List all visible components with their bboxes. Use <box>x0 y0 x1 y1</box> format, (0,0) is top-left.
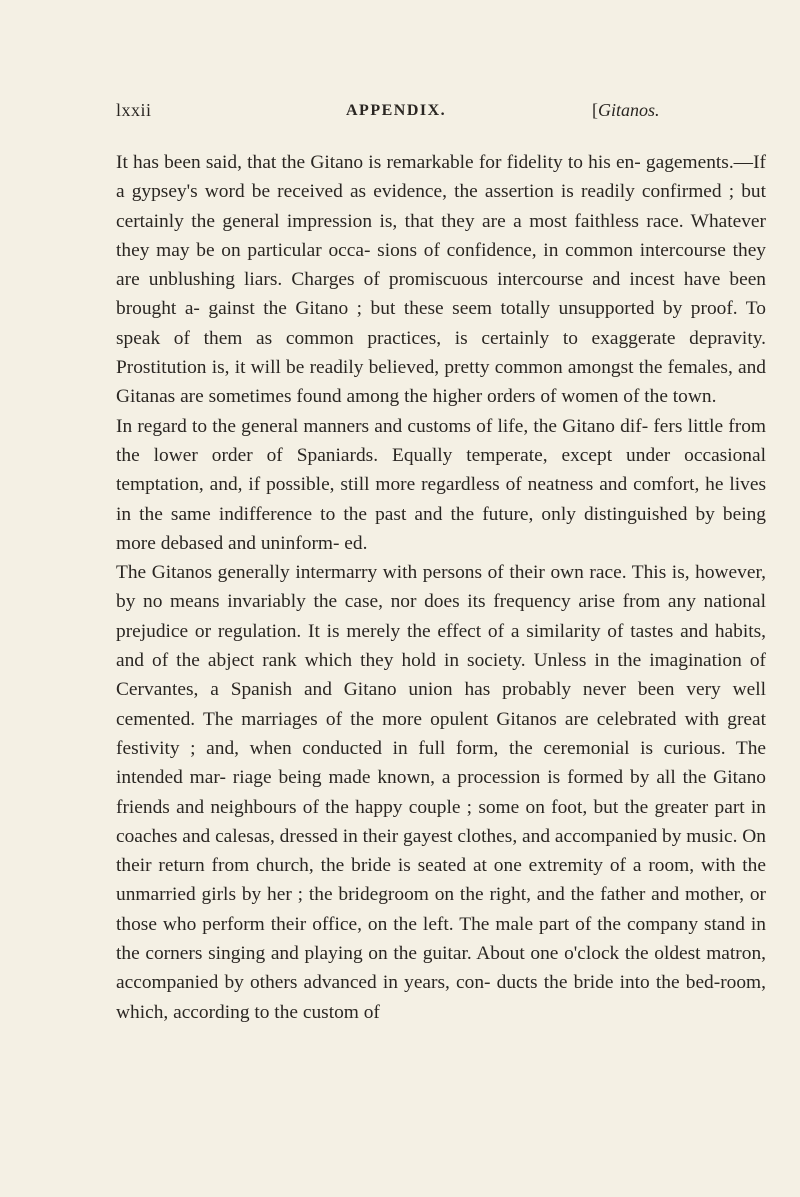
paragraph-fidelity: It has been said, that the Gitano is remarkable for fidelity to his en- gagements.—If a gypsey's word be received as evidence, the assertion is readily confirmed ; but certainly the general impression is, that they are a most faithless race. Whatever they may be on particular occa- sions of confidence, in common intercourse they are unblushing liars. Charges of promiscuous intercourse and incest have been brought a- gainst the Gitano ; but these seem totally unsupported by proof. To speak of them as common practices, is certainly to exaggerate depravity. Prostitution is, it will be readily believed, pretty common amongst the females, and Gitanas are sometimes found among the higher orders of women of the town. <box>116 152 766 408</box>
running-head <box>116 100 766 130</box>
section-title: APPENDIX. <box>346 102 447 119</box>
chapter-reference <box>592 100 660 121</box>
chapter-bracket: [ <box>592 100 598 120</box>
chapter-title: Gitanos. <box>598 100 660 120</box>
paragraph-manners: In regard to the general manners and customs of life, the Gitano dif- fers little from the lower order of Spaniards. Equally temperate, except under occasional temptation, and, if possible, still more regardless of neatness and comfort, he lives in the same indifference to the past and the future, only distinguished by being more debased and uninform- ed. <box>116 415 766 554</box>
body-text <box>116 148 766 1027</box>
paragraph-marriage: The Gitanos generally intermarry with persons of their own race. This is, however, by no means invariably the case, nor does its frequency arise from any national prejudice or regulation. It is merely the effect of a similarity of tastes and habits, and of the abject rank which they hold in society. Unless in the imagination of Cervantes, a Spanish and Gitano union has probably never been very well cemented. The marriages of the more opulent Gitanos are celebrated with great festivity ; and, when conducted in full form, the ceremonial is curious. The intended mar- riage being made known, a procession is formed by all the Gitano friends and neighbours of the happy couple ; some on foot, but the greater part in coaches and calesas, dressed in their gayest clothes, and accompanied by music. On their return from church, the bride is seated at one extremity of a room, with the unmarried girls by her ; the bridegroom on the right, and the father and mother, or those who perform their office, on the left. The male part of the company stand in the corners singing and playing on the guitar. About one o'clock the oldest matron, accompanied by others advanced in years, con- ducts the bride into the bed-room, which, according to the custom of <box>116 562 766 1023</box>
page-number: lxxii <box>116 100 152 120</box>
